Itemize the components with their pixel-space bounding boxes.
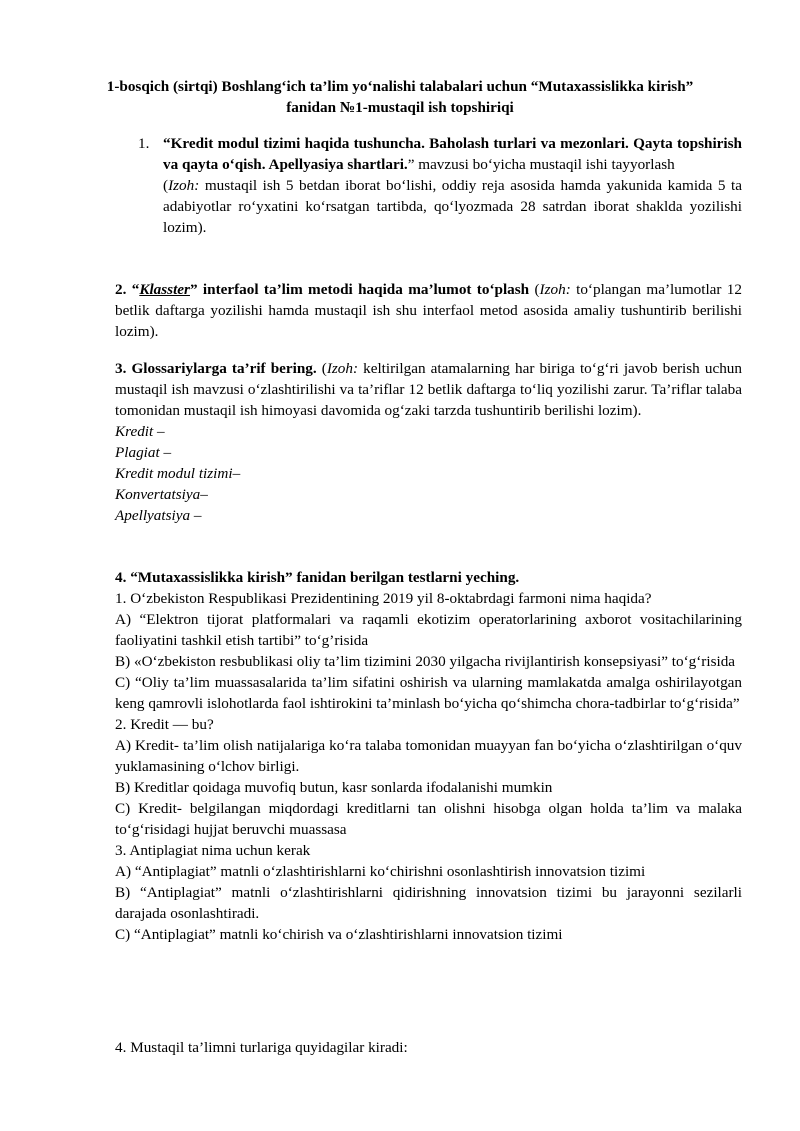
task1-note-text: mustaqil ish 5 betdan iborat bo‘lishi, oddiy reja asosida hamda yakunida kamida 5 ta adabiyotlar ro‘yxatini ko‘rsatgan tartibda, qo‘lyozmada 28 satrdan iborat shaklda yozilishi lozim). bbox=[163, 177, 742, 236]
question-1-option-c: C) “Oliy ta’lim muassasalarida ta’lim sifatini oshirish va ularning mamlakatda amalga oshirilayotgan keng qamrovli islohotlarda faol ishtirokini ta’minlash bo‘yicha qo‘shimcha chora-tadbirlar to‘g‘risida” bbox=[115, 674, 742, 712]
task3-paragraph bbox=[115, 358, 742, 526]
task2-note-label: Izoh: bbox=[539, 281, 571, 298]
task3-open: ( bbox=[316, 360, 327, 377]
question-3: 3. Antiplagiat nima uchun kerak bbox=[115, 842, 311, 859]
glossary-term: Kredit – bbox=[115, 423, 165, 440]
task3-note-label: Izoh: bbox=[326, 360, 359, 377]
document-title bbox=[100, 76, 700, 118]
question-2-option-c: C) Kredit- belgilangan miqdordagi kreditlarni tan olishni hisobga olgan holda ta’lim va malaka to‘g‘risidagi hujjat beruvchi muassasa bbox=[115, 800, 742, 838]
task2-paragraph bbox=[115, 279, 742, 342]
glossary-term: Konvertatsiya– bbox=[115, 486, 208, 503]
question-3-option-a: A) “Antiplagiat” matnli o‘zlashtirishlarni ko‘chirishni osonlashtirish innovatsion tizimi bbox=[115, 863, 646, 880]
question-3-option-b: B) “Antiplagiat” matnli o‘zlashtirishlarni qidirishning innovatsion tizimi bu jarayonni sezilarli darajada osonlashtiradi. bbox=[115, 884, 742, 922]
task1-bold-text: “Kredit modul tizimi haqida tushuncha. Baholash turlari va mezonlari. Qayta topshirish va qayta o‘qish. Apellyasiya shartlari. bbox=[163, 135, 742, 173]
task1-body bbox=[163, 133, 742, 238]
question-1-option-a: A) “Elektron tijorat platformalari va raqamli ekotizim operatorlarining axborot vositachilarining faoliyatini tashkil etish tartibi” to‘g’risida bbox=[115, 611, 742, 649]
task2-bold-rest: ” interfaol ta’lim metodi haqida ma’lumot to‘plash bbox=[189, 281, 530, 298]
question-1-option-b: B) «O‘zbekiston resbublikasi oliy ta’lim tizimini 2030 yilgacha rivijlantirish konsepsiyasi” to‘g‘risida bbox=[115, 653, 736, 670]
question-2-option-a: A) Kredit- ta’lim olish natijalariga ko‘ra talaba tomonidan muayyan fan bo‘yicha o‘zlashtirilgan o‘quv yuklamasining o‘lchov birligi. bbox=[115, 737, 742, 775]
question-3-option-c: C) “Antiplagiat” matnli ko‘chirish va o‘zlashtirishlarni innovatsion tizimi bbox=[115, 926, 563, 943]
task1-note-open: ( bbox=[163, 177, 169, 194]
task2-klasster: Klasster bbox=[139, 281, 190, 298]
question-2: 2. Kredit — bu? bbox=[115, 716, 214, 733]
task2-note-text: to‘plangan ma’lumotlar 12 betlik daftarga yozilishi hamda mustaqil ish shu interfaol metod asosida amaliy tushuntirib berilishi lozim). bbox=[115, 281, 742, 340]
glossary-term: Plagiat – bbox=[115, 444, 172, 461]
title-line-2: fanidan №1-mustaqil ish topshiriqi bbox=[286, 99, 514, 116]
glossary-term: Kredit modul tizimi– bbox=[115, 465, 241, 482]
question-2-option-b: B) Kreditlar qoidaga muvofiq butun, kasr sonlarda ifodalanishi mumkin bbox=[115, 779, 553, 796]
task4-heading: 4. “Mutaxassislikka kirish” fanidan berilgan testlarni yeching. bbox=[115, 569, 520, 586]
task1-note bbox=[163, 175, 742, 238]
task2-prefix: 2. “ bbox=[115, 281, 140, 298]
task3-bold: 3. Glossariylarga ta’rif bering. bbox=[115, 360, 317, 377]
task3-note-text: keltirilgan atamalarning har biriga to‘g‘ri javob berish uchun mustaqil ish mavzusi o‘zlashtirilishi va ta’riflar 12 betlik daftarga to‘liq yozilishi zarur. Ta’riflar talaba tomonidan mustaqil ish himoyasi davomida og‘zaki tarzda tushuntirib berilishi lozim). bbox=[115, 360, 742, 419]
task2-open: ( bbox=[529, 281, 540, 298]
question-1: 1. O‘zbekiston Respublikasi Prezidentining 2019 yil 8-oktabrdagi farmoni nima haqida? bbox=[115, 590, 652, 607]
question-4: 4. Mustaqil ta’limni turlariga quyidagilar kiradi: bbox=[115, 1039, 408, 1056]
title-line-1: 1-bosqich (sirtqi) Boshlang‘ich ta’lim yo‘nalishi talabalari uchun “Mutaxassislikka kirish” bbox=[106, 78, 694, 95]
task1-number: 1. bbox=[138, 135, 150, 152]
task1-rest-text: ” mavzusi bo‘yicha mustaqil ishi tayyorlash bbox=[407, 156, 675, 173]
task4-section bbox=[115, 567, 742, 945]
glossary-term: Apellyatsiya – bbox=[115, 507, 202, 524]
task1-note-label: Izoh: bbox=[168, 177, 200, 194]
